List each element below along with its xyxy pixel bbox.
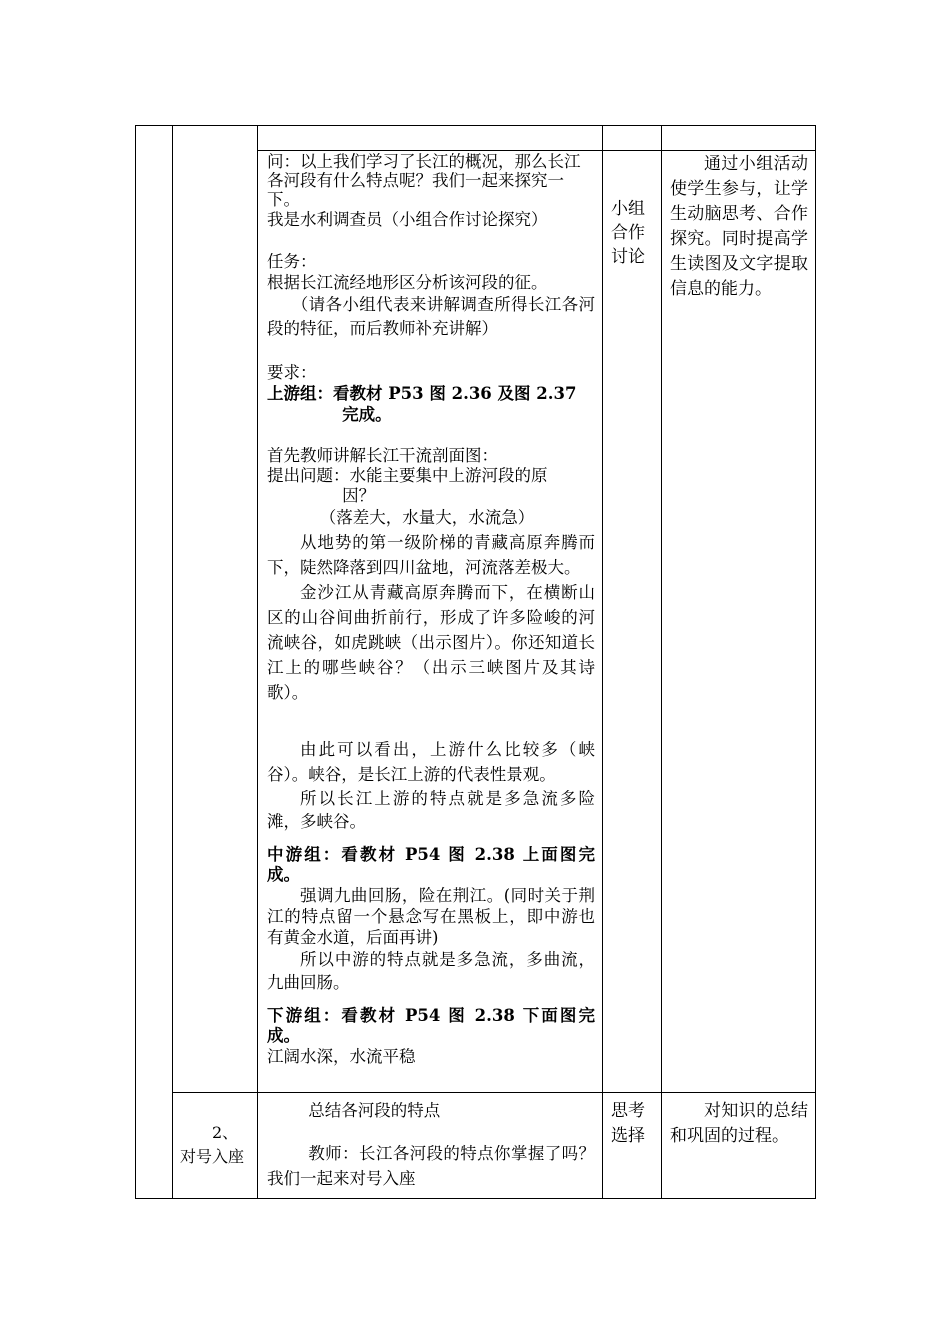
upper-group-title-cont: 完成。 — [342, 405, 392, 424]
question-water-energy-cont: 因？ — [342, 486, 376, 505]
paragraph-terrain: 从地势的第一级阶梯的青藏高原奔腾而下，陡然降落到四川盆地，河流落差极大。 — [267, 533, 595, 577]
step-title-cell — [180, 1121, 250, 1169]
question-text: 问：以上我们学习了长江的概况，那么长江各河段有什么特点呢？我们一起来探究一下。 — [267, 152, 581, 209]
table-border-top — [135, 125, 816, 126]
row-divider — [172, 1092, 816, 1093]
teacher-intro: 首先教师讲解长江干流剖面图： — [267, 446, 498, 465]
column-divider — [257, 125, 258, 1199]
method-text: 小组合作讨论 — [611, 199, 645, 267]
middle-group-title: 中游组：看教材 P54 图 2.38 上面图完成。 — [267, 845, 595, 884]
column-divider — [602, 125, 603, 1199]
row-divider — [257, 150, 816, 151]
paragraph-upper-summary: 所以长江上游的特点就是多急流多险滩，多峡谷。 — [267, 789, 595, 831]
summary-method-cell — [611, 1099, 653, 1149]
column-divider — [661, 125, 662, 1199]
lower-group-text: 江阔水深，水流平稳 — [267, 1047, 416, 1066]
task-label: 任务： — [267, 252, 317, 271]
summary-teacher-text: 教师：长江各河段的特点你掌握了吗？我们一起来对号入座 — [267, 1144, 595, 1188]
summary-heading: 总结各河段的特点 — [308, 1101, 441, 1120]
task-note: （请各小组代表来讲解调查所得长江各河段的特征，而后教师补充讲解） — [267, 295, 595, 338]
step-title: 2、对号入座 — [180, 1123, 245, 1166]
method-cell — [611, 197, 653, 269]
summary-content-cell — [267, 1100, 595, 1191]
paragraph-middle-summary: 所以中游的特点就是多急流，多曲流，九曲回肠。 — [267, 950, 595, 992]
requirement-label: 要求： — [267, 363, 317, 382]
intent-cell — [670, 152, 808, 302]
answer-text: （落差大，水量大，水流急） — [319, 508, 535, 527]
upper-group-title: 上游组：看教材 P53 图 2.36 及图 2.37 — [267, 384, 577, 403]
teaching-content-cell — [267, 152, 595, 1067]
summary-method-text: 思考选择 — [611, 1101, 645, 1146]
paragraph-jingjiang: 强调九曲回肠，险在荆江。(同时关于荆江的特点留一个悬念写在黑板上，即中游也有黄金水道，后面再讲) — [267, 886, 595, 947]
column-divider — [172, 125, 173, 1199]
task-text: 根据长江流经地形区分析该河段的征。 — [267, 273, 548, 292]
summary-intent-cell — [670, 1099, 808, 1149]
lower-group-title: 下游组：看教材 P54 图 2.38 下面图完成。 — [267, 1006, 595, 1045]
table-border-bottom — [135, 1198, 816, 1199]
question-water-energy: 提出问题：水能主要集中上游河段的原 — [267, 466, 548, 485]
lesson-plan-table — [135, 125, 816, 1199]
table-border-right — [815, 125, 816, 1199]
intent-text: 通过小组活动使学生参与，让学生动脑思考、合作探究。同时提高学生读图及文字提取信息的能力。 — [670, 154, 808, 299]
paragraph-gorge: 由此可以看出，上游什么比较多（峡谷）。峡谷，是长江上游的代表性景观。 — [267, 740, 595, 784]
table-border-left — [135, 125, 136, 1199]
paragraph-jinsha: 金沙江从青藏高原奔腾而下，在横断山区的山谷间曲折前行，形成了许多险峻的河流峡谷，如虎跳峡（出示图片）。你还知道长江上的哪些峡谷？（出示三峡图片及其诗歌）。 — [267, 583, 595, 702]
role-text: 我是水利调查员（小组合作讨论探究） — [267, 210, 548, 229]
summary-intent-text: 对知识的总结和巩固的过程。 — [670, 1101, 808, 1146]
